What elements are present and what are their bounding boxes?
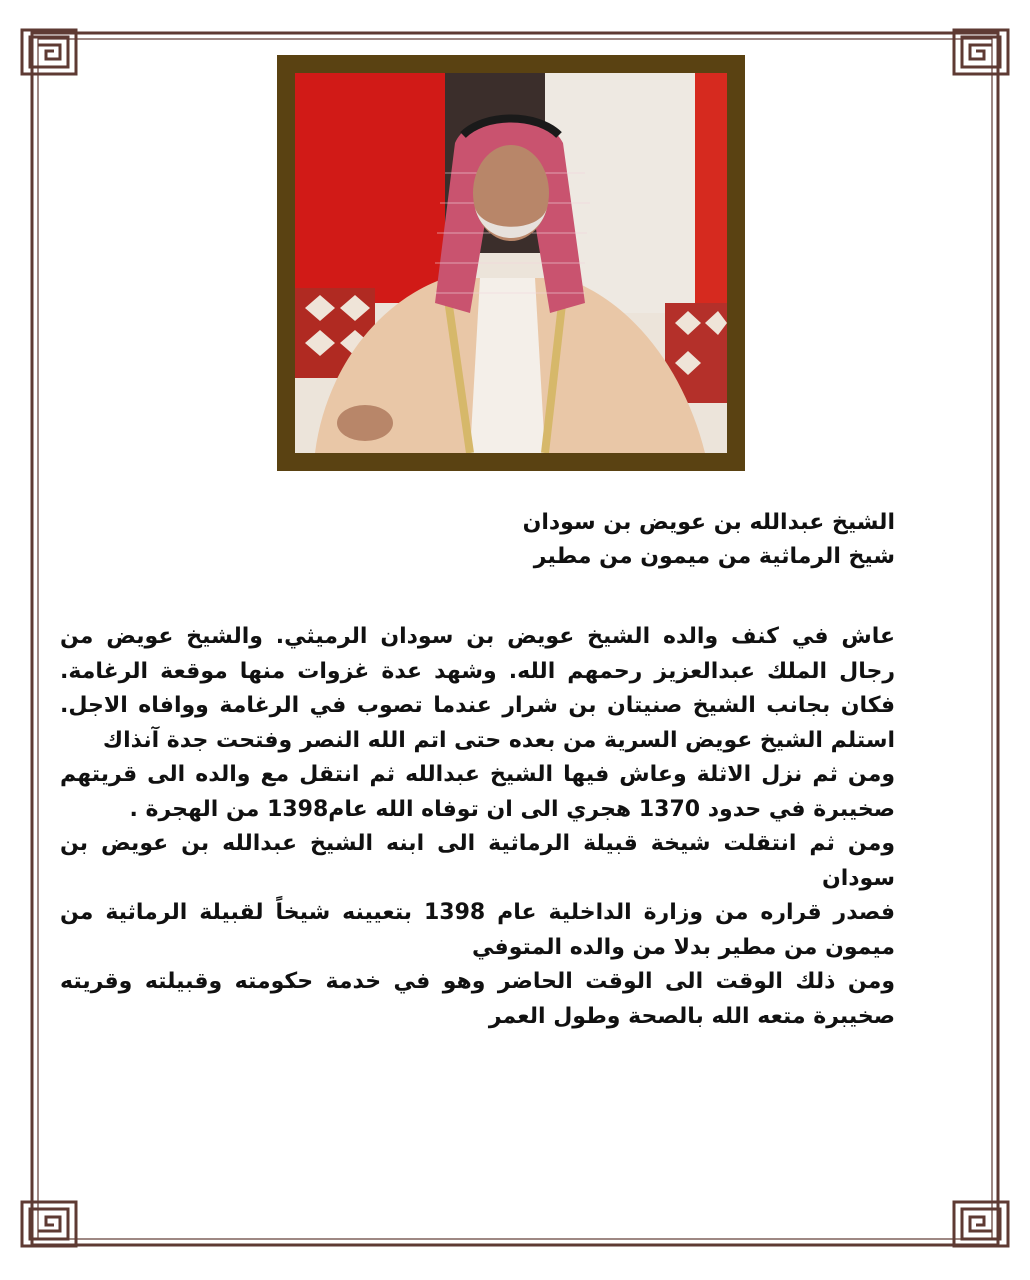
biography-paragraph: عاش في كنف والده الشيخ عويض بن سودان الرميثي. والشيخ عويض من رجال الملك عبدالعزيز رحمهم الله. وشهد عدة غزوات منها موقعة الرغامة. فكان بجانب الشيخ صنيتان بن شرار عندما تصوب في الرغامة ووافاه الاجل. استلم الشيخ عويض السرية من بعده حتى اتم الله النصر وفتحت جدة آنذاك	[60, 624, 895, 753]
sheikh-name-heading: الشيخ عبدالله بن عويض بن سودان	[522, 510, 895, 535]
corner-ornament-bottom-right	[954, 1202, 1008, 1246]
biography-body	[60, 620, 895, 1034]
corner-ornament-top-left	[22, 30, 76, 74]
corner-ornament-top-right	[954, 30, 1008, 74]
portrait-frame	[277, 55, 745, 471]
heading-block	[60, 506, 895, 574]
corner-ornament-bottom-left	[22, 1202, 76, 1246]
biography-paragraph: ومن ثم انتقلت شيخة قبيلة الرماثية الى ابنه الشيخ عبدالله بن عويض بن سودان	[60, 831, 895, 891]
biography-paragraph: ومن ثم نزل الاثلة وعاش فيها الشيخ عبدالله ثم انتقل مع والده الى قريتهم صخيبرة في حدود 1370 هجري الى ان توفاه الله عام1398 من الهجرة .	[60, 762, 895, 822]
portrait-photo-icon	[295, 73, 727, 453]
biography-paragraph: فصدر قراره من وزارة الداخلية عام 1398 بتعيينه شيخاً لقبيلة الرماثية من ميمون من مطير بدلا من والده المتوفي	[60, 900, 895, 960]
biography-paragraph: ومن ذلك الوقت الى الوقت الحاضر وهو في خدمة حكومته وقبيلته وقريته صخيبرة متعه الله بالصحة وطول العمر	[60, 969, 895, 1029]
sheikh-title-heading: شيخ الرماثية من ميمون من مطير	[533, 544, 895, 569]
